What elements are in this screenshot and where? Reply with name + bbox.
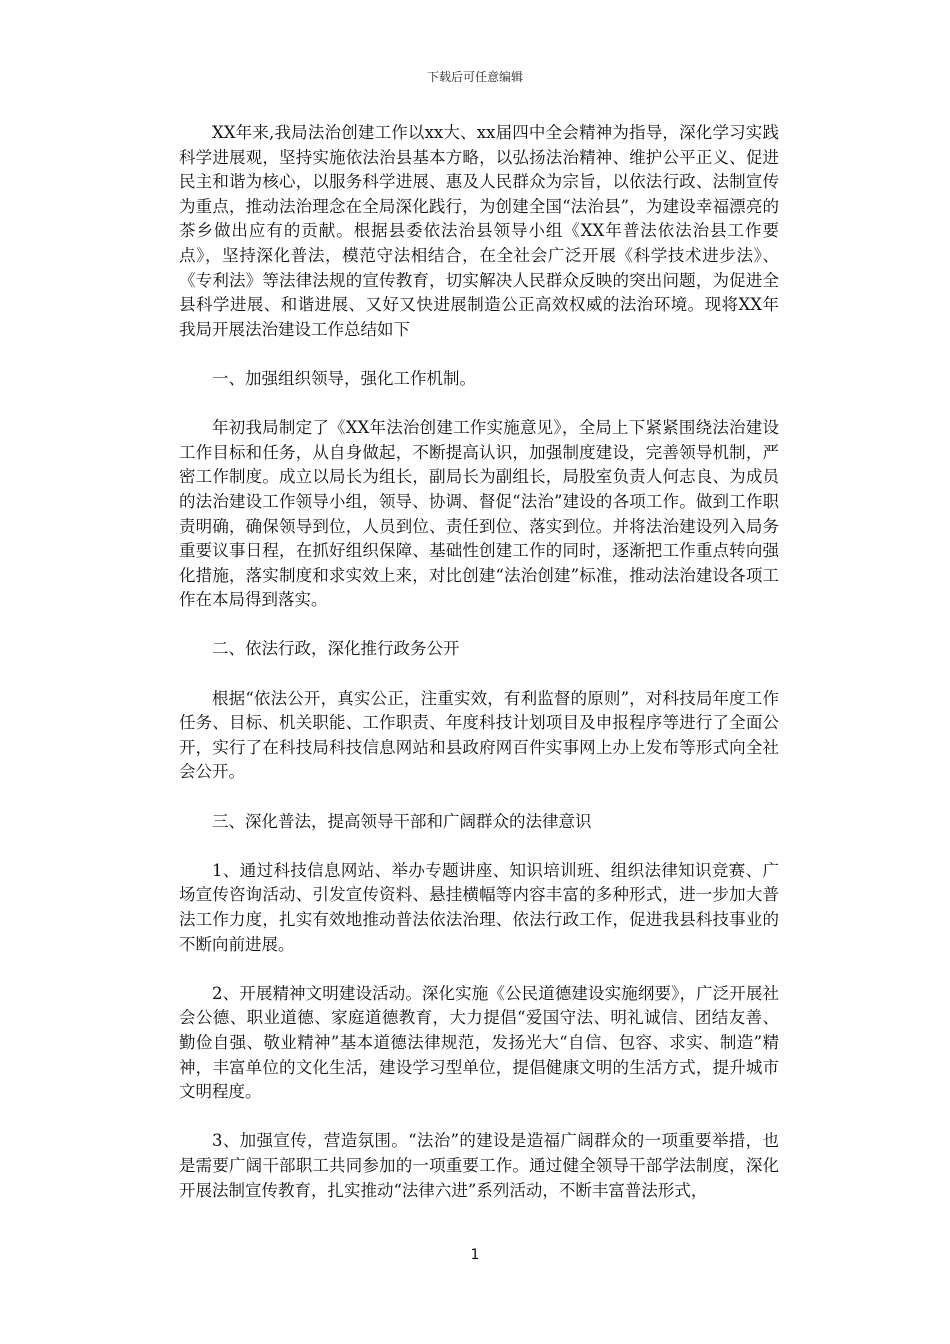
paragraph-item-1: 1、通过科技信息网站、举办专题讲座、知识培训班、组织法律知识竞赛、广场宣传咨询活动、引发宣传资料、悬挂横幅等内容丰富的多种形式，进一步加大普法工作力度，扎实有效地推动普法依法治理、依法行政工作，促进我县科技事业的不断向前进展。 (179, 860, 779, 954)
paragraph-spacer (179, 834, 779, 859)
paragraph-spacer (179, 785, 779, 810)
section-heading-2: 二、依法行政，深化推行政务公开 (212, 639, 460, 659)
paragraph-section-2: 根据“依法公开，真实公正，注重实效，有利监督的原则”，对科技局年度工作任务、目标、机关职能、工作职责、年度科技计划项目及申报程序等进行了全面公开，实行了在科技局科技信息网站和县政府网百件实事网上办上发布等形式向全社会公开。 (179, 688, 779, 782)
paragraph-spacer (179, 342, 779, 367)
section-heading-1: 一、加强组织领导，强化工作机制。 (212, 368, 476, 388)
paragraph-spacer (179, 957, 779, 982)
paragraph-section-1: 年初我局制定了《XX年法治创建工作实施意见》，全局上下紧紧围绕法治建设工作目标和任务，从自身做起，不断提高认识，加强制度建设，完善领导机制，严密工作制度。成立以局长为组长，副局长为副组长，局股室负责人何志良、为成员的法治建设工作领导小组，领导、协调、督促“法治”建设的各项工作。做到工作职责明确，确保领导到位，人员到位、责任到位、落实到位。并将法治建设列入局务重要议事日程，在抓好组织保障、基础性创建工作的同时，逐渐把工作重点转向强化措施，落实制度和求实效上来，对比创建“法治创建”标准，推动法治建设各项工作在本局得到落实。 (179, 418, 779, 610)
paragraph-item-2: 2、开展精神文明建设活动。深化实施《公民道德建设实施纲要》，广泛开展社会公德、职业道德、家庭道德教育，大力提倡“爱国守法、明礼诚信、团结友善、勤俭自强、敬业精神”基本道德法律规范，发扬光大“自信、包容、求实、制造”精神，丰富单位的文化生活，建设学习型单位，提倡健康文明的生活方式，提升城市文明程度。 (179, 983, 779, 1102)
paragraph-intro: XX年来,我局法治创建工作以xx大、xx届四中全会精神为指导，深化学习实践科学进展观，坚持实施依法治县基本方略，以弘扬法治精神、维护公平正义、促进民主和谐为核心，以服务科学进展、惠及人民群众为宗旨，以依法行政、法制宣传为重点，推动法治理念在全局深化践行，为创建全国“法治县”，为建设幸福漂亮的茶乡做出应有的贡献。根据县委依法治县领导小组《XX年普法依法治县工作要点》，坚持深化普法，模范守法相结合，在全社会广泛开展《科学技术进步法》、《专利法》等法律法规的宣传教育，切实解决人民群众反映的突出问题，为促进全县科学进展、和谐进展、又好又快进展制造公正高效权威的法治环境。现将XX年我局开展法治建设工作总结如下 (179, 123, 779, 339)
document-body (179, 121, 779, 1203)
paragraph-spacer (179, 613, 779, 638)
page-number: 1 (470, 1247, 480, 1263)
paragraph-spacer (179, 1105, 779, 1130)
section-heading-3: 三、深化普法，提高领导干部和广阔群众的法律意识 (212, 811, 592, 831)
paragraph-spacer (179, 392, 779, 417)
paragraph-item-3: 3、加强宣传，营造氛围。“法治”的建设是造福广阔群众的一项重要举措，也是需要广阔干部职工共同参加的一项重要工作。通过健全领导干部学法制度，深化开展法制宣传教育，扎实推动“法律六进”系列活动，不断丰富普法形式， (179, 1131, 779, 1200)
paragraph-spacer (179, 662, 779, 687)
page-header-note: 下载后可任意编辑 (426, 70, 523, 84)
